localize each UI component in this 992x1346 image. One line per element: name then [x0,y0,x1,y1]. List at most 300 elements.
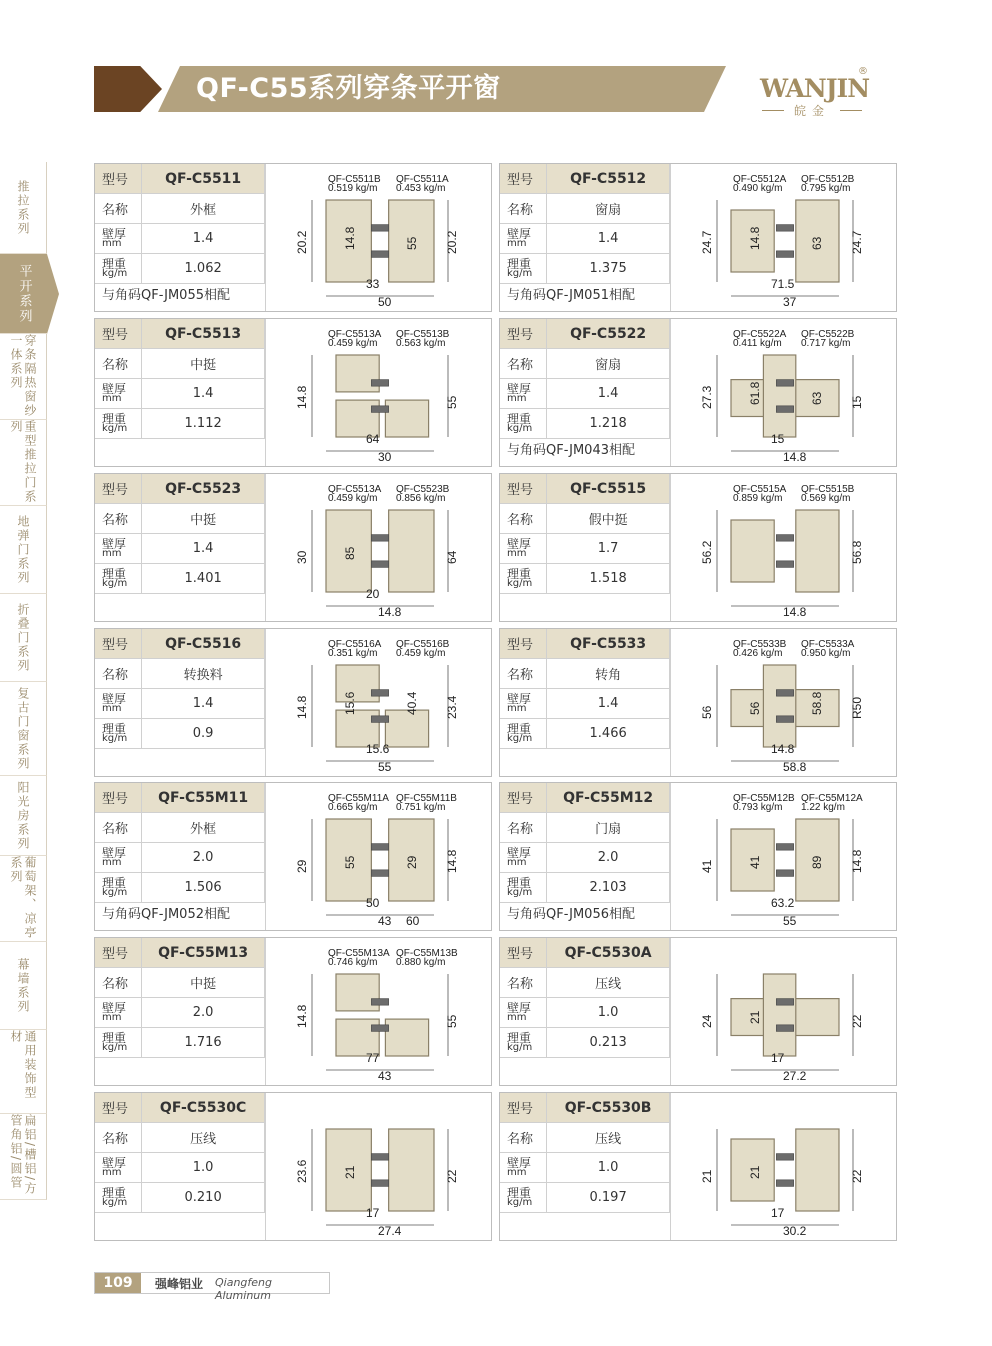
model-value: QF-C5515 [547,474,670,504]
wall-label [95,843,142,873]
wall-unit: mm [507,547,527,559]
dimension-value: 17 [366,1206,380,1220]
part-tag: 0.459 kg/m [328,338,378,349]
corner-key-note: 与角码QF-JM043相配 [507,443,635,458]
wall-label-text: 壁厚 [507,536,532,551]
corner-key-note: 与角码QF-JM052相配 [102,907,230,922]
weight-label-text: 理重 [507,1030,532,1045]
dimension-value: 24.7 [700,230,714,254]
spec-row-model [500,938,670,968]
sidebar-item[interactable] [0,506,47,594]
sidebar-item[interactable] [0,942,47,1030]
name-value: 外框 [142,194,265,224]
spec-row-model [95,164,265,194]
sidebar-item-label: 重型推拉门系列 [9,420,37,504]
weight-unit: kg/m [507,1041,533,1053]
thermal-strip-top [776,690,793,697]
wall-value: 1.4 [142,379,265,409]
thermal-strip-bottom [371,870,388,877]
spec-row-model [95,938,265,968]
sidebar-item-label: 扁铝/槽铝/方管角铝/圆管 [9,1114,37,1197]
weight-value: 1.401 [142,564,265,594]
weight-value: 1.062 [142,254,265,284]
spec-row-weight [500,719,670,749]
dimension-value: 30 [378,450,392,464]
name-label: 名称 [95,813,142,843]
dimension-value: 21 [748,1010,762,1024]
sidebar-item[interactable] [0,1030,47,1114]
spec-table [95,629,265,749]
weight-value: 1.518 [547,564,670,594]
name-label: 名称 [95,349,142,379]
profile-card [94,628,492,777]
part-tag: 0.795 kg/m [801,183,851,194]
sidebar-item[interactable] [0,334,47,420]
section-svg [266,629,491,776]
dimension-value: 55 [445,395,459,409]
model-value: QF-C5511 [142,164,265,194]
wall-label [500,1153,547,1183]
part-tag: QF-C55M13B [396,948,458,959]
name-value: 中挺 [142,349,265,379]
dimension-value: 55 [783,914,797,928]
model-value: QF-C5516 [142,629,265,659]
weight-label [500,1028,547,1058]
sidebar-item-label: 推拉系列 [16,179,30,236]
profile-drawing [266,1093,491,1240]
wall-label [95,534,142,564]
model-value: QF-C55M13 [142,938,265,968]
dimension-value: 43 [378,1069,392,1083]
section-svg [266,1093,491,1240]
weight-unit: kg/m [507,422,533,434]
spec-row-model [95,1093,265,1123]
wall-unit: mm [102,237,122,249]
part-tag: 0.411 kg/m [733,338,782,349]
weight-label [95,873,142,903]
part-tag: QF-C5516A [328,639,382,650]
sidebar-item-label: 穿条隔热窗纱一体系列 [9,334,37,418]
dimension-value: 29 [405,855,419,869]
wall-value: 1.0 [547,998,670,1028]
section-svg [671,1093,896,1240]
thermal-strip-top [776,844,793,851]
spec-table [95,319,265,439]
corner-key-note: 与角码QF-JM051相配 [507,288,635,303]
part-tag: QF-C5522B [801,329,855,340]
name-value: 窗扇 [547,194,670,224]
model-label: 型号 [500,164,547,194]
model-value: QF-C55M11 [142,783,265,813]
profile-section-drawing [312,1129,448,1225]
page-number: 109 [95,1273,141,1293]
section-svg [266,938,491,1085]
part-tag: 0.569 kg/m [801,493,851,504]
profile-section-drawing [312,355,448,451]
dimension-value: 15.6 [366,742,390,756]
thermal-strip-top [371,1154,388,1161]
model-label: 型号 [500,1093,547,1123]
profile-drawing [266,474,491,621]
wall-label [500,534,547,564]
spec-row-wall [500,689,670,719]
model-label: 型号 [95,474,142,504]
thermal-strip-top [371,535,388,542]
dimension-value: 56 [748,701,762,715]
part-tag: 1.22 kg/m [801,802,845,813]
spec-table [500,474,670,594]
spec-row-wall [95,224,265,254]
wall-unit: mm [102,392,122,404]
profile-card [499,473,897,622]
wall-value: 1.0 [547,1153,670,1183]
weight-label [95,254,142,284]
thermal-strip-top [776,380,793,387]
wall-label-text: 壁厚 [507,381,532,396]
wall-unit: mm [102,702,122,714]
name-value: 压线 [547,1123,670,1153]
spec-row-name [95,194,265,224]
sidebar-item[interactable] [0,856,47,942]
spec-table [500,938,670,1058]
thermal-strip-top [776,1154,793,1161]
part-tag: QF-C5512A [733,174,787,185]
footer-brand-en: Qiangfeng Aluminum [215,1276,273,1302]
wall-label-text: 壁厚 [507,691,532,706]
wall-label-text: 壁厚 [102,381,127,396]
wall-value: 1.4 [142,534,265,564]
sidebar-item[interactable] [0,682,47,776]
part-tag: QF-C5513A [328,329,382,340]
weight-label-text: 理重 [102,256,127,271]
weight-label [500,873,547,903]
thermal-strip-bottom [776,1180,793,1187]
logo-rule-right [840,110,862,111]
dimension-value: 77 [366,1051,380,1065]
section-svg [671,938,896,1085]
wall-unit: mm [507,1011,527,1023]
spec-row-wall [95,534,265,564]
dimension-value: 20.2 [445,230,459,254]
spec-row-model [500,783,670,813]
spec-row-model [500,164,670,194]
thermal-strip-top [776,225,793,232]
model-value: QF-C55M12 [547,783,670,813]
dimension-value: 55 [343,855,357,869]
part-tag: QF-C5512B [801,174,855,185]
weight-label-text: 理重 [102,566,127,581]
part-tag: 0.665 kg/m [328,802,378,813]
wall-label-text: 壁厚 [102,1000,127,1015]
dimension-value: 23.4 [445,695,459,719]
model-value: QF-C5512 [547,164,670,194]
model-label: 型号 [95,164,142,194]
dimension-value: 14.8 [783,450,807,464]
spec-row-weight [95,873,265,903]
thermal-strip-bottom [371,406,388,413]
corner-key-note: 与角码QF-JM056相配 [507,907,635,922]
spec-row-name [95,659,265,689]
spec-row-model [500,629,670,659]
thermal-strip-bottom [776,251,793,258]
section-svg [266,783,491,930]
dimension-value: R50 [850,696,864,719]
weight-label [95,1183,142,1213]
weight-value: 0.210 [142,1183,265,1213]
name-value: 窗扇 [547,349,670,379]
dimension-value: 21 [748,1165,762,1179]
part-tag: 0.426 kg/m [733,648,783,659]
spec-row-model [500,474,670,504]
sidebar-item[interactable] [0,254,47,334]
name-label: 名称 [95,1123,142,1153]
weight-label [95,409,142,439]
weight-label [500,719,547,749]
sidebar-item[interactable] [0,1114,47,1200]
weight-value: 1.466 [547,719,670,749]
spec-row-weight [500,564,670,594]
model-label: 型号 [95,938,142,968]
spec-row-name [500,349,670,379]
wall-unit: mm [507,1166,527,1178]
section-svg [671,629,896,776]
weight-label [500,564,547,594]
weight-value: 1.506 [142,873,265,903]
weight-label [95,719,142,749]
weight-value: 2.103 [547,873,670,903]
dimension-value: 21 [700,1169,714,1183]
weight-value: 0.213 [547,1028,670,1058]
part-tag: QF-C55M12B [733,793,795,804]
dimension-value: 50 [378,295,392,309]
spec-row-weight [95,1028,265,1058]
wall-label [95,689,142,719]
name-value: 门扇 [547,813,670,843]
profile-section-drawing [312,974,448,1070]
spec-table [500,1093,670,1213]
profile-drawing [671,629,896,776]
footer-brand-cn: 强峰铝业 [155,1277,204,1291]
part-tag: QF-C55M11B [396,793,457,804]
thermal-strip-bottom [371,1180,388,1187]
weight-label-text: 理重 [507,1185,532,1200]
dimension-value: 21 [343,1165,357,1179]
model-label: 型号 [95,629,142,659]
dimension-value: 33 [366,277,380,291]
dimension-value: 85 [343,546,357,560]
name-value: 中挺 [142,968,265,998]
name-value: 转换料 [142,659,265,689]
name-label: 名称 [500,813,547,843]
profile-section-drawing [312,200,448,296]
weight-unit: kg/m [507,732,533,744]
dimension-value: 58.8 [810,691,824,715]
model-label: 型号 [500,629,547,659]
spec-row-name [500,504,670,534]
profile-drawing [671,319,896,466]
weight-label-text: 理重 [102,721,127,736]
dimension-value: 14.8 [445,849,459,873]
dimension-value: 30.2 [783,1224,807,1238]
wall-value: 1.4 [142,224,265,254]
wall-unit: mm [102,856,122,868]
spec-row-model [500,319,670,349]
spec-row-weight [95,1183,265,1213]
page-title: QF-C55系列穿条平开窗 [196,73,501,104]
spec-row-model [95,319,265,349]
sidebar-item-label: 阳光房系列 [16,780,30,851]
dimension-value: 17 [771,1051,785,1065]
dimension-value: 58.8 [783,760,807,774]
profile-section-drawing [312,510,448,606]
thermal-strip-bottom [776,716,793,723]
section-svg [266,319,491,466]
profile-card [499,782,897,931]
dimension-value: 29 [295,859,309,873]
sidebar-item-label: 幕墙系列 [16,957,30,1014]
spec-table [95,164,265,284]
dimension-value: 27.2 [783,1069,807,1083]
name-label: 名称 [500,659,547,689]
weight-label [95,564,142,594]
wall-value: 1.4 [547,224,670,254]
model-label: 型号 [500,938,547,968]
wall-label [500,224,547,254]
dimension-value: 40.4 [405,691,419,715]
part-tag: QF-C55M13A [328,948,390,959]
name-value: 压线 [547,968,670,998]
dimension-value: 15.6 [343,691,357,715]
model-value: QF-C5522 [547,319,670,349]
wall-label-text: 壁厚 [102,536,127,551]
name-value: 转角 [547,659,670,689]
logo-subtitle: 皖金 [793,104,830,118]
sidebar-active-arrow [47,254,59,334]
spec-row-wall [500,534,670,564]
wall-value: 1.4 [547,379,670,409]
wall-value: 1.4 [547,689,670,719]
name-value: 中挺 [142,504,265,534]
dimension-value: 14.8 [783,605,807,619]
weight-unit: kg/m [102,1196,128,1208]
spec-row-weight [95,719,265,749]
section-svg [266,164,491,311]
logo-registered-mark: ® [858,66,868,77]
sidebar-item[interactable] [0,420,47,506]
profile-section-drawing [717,510,853,606]
profile-drawing [671,938,896,1085]
spec-row-wall [500,224,670,254]
spec-row-wall [500,843,670,873]
wall-unit: mm [102,1166,122,1178]
profile-drawing [266,629,491,776]
part-tag: 0.490 kg/m [733,183,783,194]
dimension-value: 56 [700,705,714,719]
profile-drawing [671,783,896,930]
model-value: QF-C5513 [142,319,265,349]
spec-row-wall [95,998,265,1028]
wall-label-text: 壁厚 [507,226,532,241]
profile-drawing [266,938,491,1085]
part-tag: 0.746 kg/m [328,957,378,968]
thermal-strip-bottom [776,870,793,877]
dimension-value: 20 [366,587,380,601]
sidebar-item[interactable] [0,594,47,682]
part-tag: QF-C55M11A [328,793,389,804]
spec-table [500,164,670,284]
wall-label [95,1153,142,1183]
spec-row-wall [95,689,265,719]
spec-row-weight [500,873,670,903]
dimension-value: 14.8 [378,605,402,619]
brand-logo [760,66,872,122]
sidebar-item[interactable] [0,162,47,254]
spec-row-wall [500,998,670,1028]
header-accent-arrow [94,66,162,112]
sidebar-item-label: 葡萄架、凉亭系列 [9,856,37,940]
profile-card [499,937,897,1086]
model-value: QF-C5530C [142,1093,265,1123]
dimension-value: 41 [748,855,762,869]
profile-card [499,628,897,777]
spec-row-name [500,659,670,689]
spec-table [500,629,670,749]
weight-label [95,1028,142,1058]
spec-row-wall [95,843,265,873]
spec-table [95,1093,265,1213]
dimension-value: 64 [445,550,459,564]
dimension-value: 64 [366,432,380,446]
spec-row-weight [95,409,265,439]
dimension-value: 89 [810,855,824,869]
wall-label [95,224,142,254]
sidebar-item[interactable] [0,776,47,856]
wall-unit: mm [507,237,527,249]
profile-card [499,318,897,467]
dimension-value: 55 [378,760,392,774]
part-tag: QF-C5523B [396,484,450,495]
thermal-strip-top [371,380,388,387]
name-label: 名称 [500,194,547,224]
part-tag: QF-C5522A [733,329,787,340]
spec-row-weight [500,1028,670,1058]
wall-value: 2.0 [142,843,265,873]
part-tag: 0.793 kg/m [733,802,783,813]
spec-row-name [95,968,265,998]
spec-row-model [95,474,265,504]
dimension-value: 55 [445,1014,459,1028]
model-label: 型号 [95,783,142,813]
wall-label-text: 壁厚 [507,845,532,860]
wall-label-text: 壁厚 [102,226,127,241]
weight-unit: kg/m [507,886,533,898]
wall-value: 1.4 [142,689,265,719]
part-tag: 0.751 kg/m [396,802,446,813]
weight-label [500,254,547,284]
part-tag: 0.563 kg/m [396,338,446,349]
thermal-strip-top [371,225,388,232]
weight-label-text: 理重 [507,875,532,890]
wall-label-text: 壁厚 [102,1155,127,1170]
part-tag: QF-C5515A [733,484,787,495]
name-label: 名称 [95,659,142,689]
sidebar-item-label: 地弹门系列 [16,514,30,585]
model-value: QF-C5530B [547,1093,670,1123]
weight-label [500,409,547,439]
profile-card [94,1092,492,1241]
dimension-value: 14.8 [295,385,309,409]
profile-drawing [671,1093,896,1240]
